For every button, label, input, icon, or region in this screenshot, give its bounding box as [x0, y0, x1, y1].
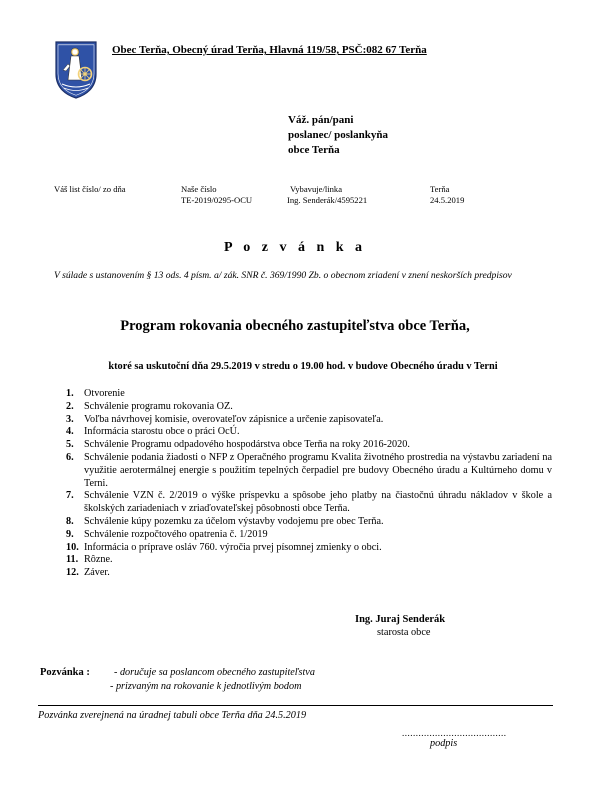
agenda-text: Schválenie podania žiadosti o NFP z Operačného programu Kvalita životného prostredia na výstavbu zariadení na využitie aerotermálnej energie s použitím tepelných čerpadiel pre budovy Obecného úradu a Kultúrneho domu v Terni.	[84, 451, 552, 489]
publication-note: Pozvánka zverejnená na úradnej tabuli obce Terňa dňa 24.5.2019	[38, 710, 307, 721]
reference-label: Váš list číslo/ zo dňa	[54, 184, 126, 194]
program-subtitle: ktoré sa uskutoční dňa 29.5.2019 v stredu o 19.00 hod. v budove Obecného úradu v Terni	[108, 361, 498, 372]
agenda-item	[66, 529, 552, 542]
agenda-number: 11.	[66, 554, 79, 566]
agenda-text: Informácia o príprave osláv 760. výročia prvej písomnej zmienky o obci.	[84, 541, 382, 553]
distribution-line: - doručuje sa poslancom obecného zastupiteľstva	[114, 667, 315, 678]
reference-label: Terňa	[430, 184, 450, 194]
agenda-number: 9.	[66, 528, 74, 540]
agenda-number: 12.	[66, 567, 79, 579]
municipality-header: Obec Terňa, Obecný úrad Terňa, Hlavná 119/58, PSČ:082 67 Terňa	[112, 44, 427, 56]
reference-value: Ing. Senderák/4595221	[287, 195, 368, 205]
signatory-name: Ing. Juraj Senderák	[355, 614, 446, 625]
signatory-role: starosta obce	[377, 627, 431, 638]
agenda-text: Záver.	[84, 567, 110, 579]
agenda-number: 3.	[66, 413, 74, 425]
reference-our-number	[181, 184, 252, 206]
agenda-number: 8.	[66, 515, 74, 527]
agenda-item	[66, 388, 552, 401]
agenda-item	[66, 516, 552, 529]
agenda-item	[66, 567, 552, 580]
agenda-number: 10.	[66, 541, 79, 553]
signature-label: podpis	[430, 738, 458, 749]
program-title: Program rokovania obecného zastupiteľstva obce Terňa,	[120, 318, 470, 334]
agenda-text: Rôzne.	[84, 554, 113, 566]
agenda-text: Schválenie VZN č. 2/2019 o výške príspevku a spôsobe jeho platby na čiastočnú úhradu nákladov v škole a školských zariadeniach v zriaďovateľskej pôsobnosti obce Terňa.	[84, 490, 552, 515]
agenda-item	[66, 439, 552, 452]
agenda-number: 1.	[66, 388, 74, 399]
agenda-text: Schválenie programu rokovania OZ.	[84, 400, 233, 412]
agenda-text: Voľba návrhovej komisie, overovateľov zápisnice a určenie zapisovateľa.	[84, 413, 384, 425]
addressee-block	[288, 113, 388, 158]
addressee-line: poslanec/ poslankyňa	[288, 129, 388, 141]
reference-label: Naše číslo	[181, 184, 217, 194]
reference-value: 24.5.2019	[430, 195, 465, 205]
agenda-item	[66, 414, 552, 427]
legal-basis: V súlade s ustanovením § 13 ods. 4 písm. a/ zák. SNR č. 369/1990 Zb. o obecnom zriadení v znení neskorších predpisov	[54, 270, 512, 281]
agenda-text: Otvorenie	[84, 388, 125, 399]
agenda-item	[66, 426, 552, 439]
signature-dots: ......................................	[402, 728, 507, 738]
agenda-number: 7.	[66, 490, 74, 502]
agenda-item	[66, 554, 552, 567]
reference-your-letter	[54, 184, 126, 195]
distribution-line: - prizvaným na rokovanie k jednotlivým bodom	[110, 681, 302, 692]
agenda-item	[66, 490, 552, 516]
agenda-text: Schválenie Programu odpadového hospodárstva obce Terňa na roky 2016-2020.	[84, 439, 410, 451]
reference-label: Vybavuje/linka	[290, 184, 343, 194]
agenda-number: 6.	[66, 451, 74, 463]
coat-of-arms-icon	[54, 40, 98, 100]
reference-handled-by	[287, 184, 367, 206]
agenda-number: 2.	[66, 400, 74, 412]
reference-value: TE-2019/0295-OCU	[181, 195, 253, 205]
divider	[38, 705, 553, 706]
document-title: P o z v á n k a	[223, 240, 367, 255]
reference-place-date	[430, 184, 464, 206]
agenda-number: 4.	[66, 426, 74, 438]
agenda-text: Informácia starostu obce o práci OcÚ.	[84, 426, 240, 438]
addressee-line: Váž. pán/pani	[288, 114, 354, 126]
agenda-item	[66, 542, 552, 555]
agenda-text: Schválenie rozpočtového opatrenia č. 1/2019	[84, 528, 268, 540]
agenda-text: Schválenie kúpy pozemku za účelom výstavby vodojemu pre obec Terňa.	[84, 515, 384, 527]
agenda-item	[66, 401, 552, 414]
agenda-number: 5.	[66, 439, 74, 451]
distribution-label: Pozvánka :	[40, 667, 90, 678]
agenda-list	[66, 388, 552, 580]
agenda-item	[66, 452, 552, 490]
addressee-line: obce Terňa	[288, 144, 340, 156]
